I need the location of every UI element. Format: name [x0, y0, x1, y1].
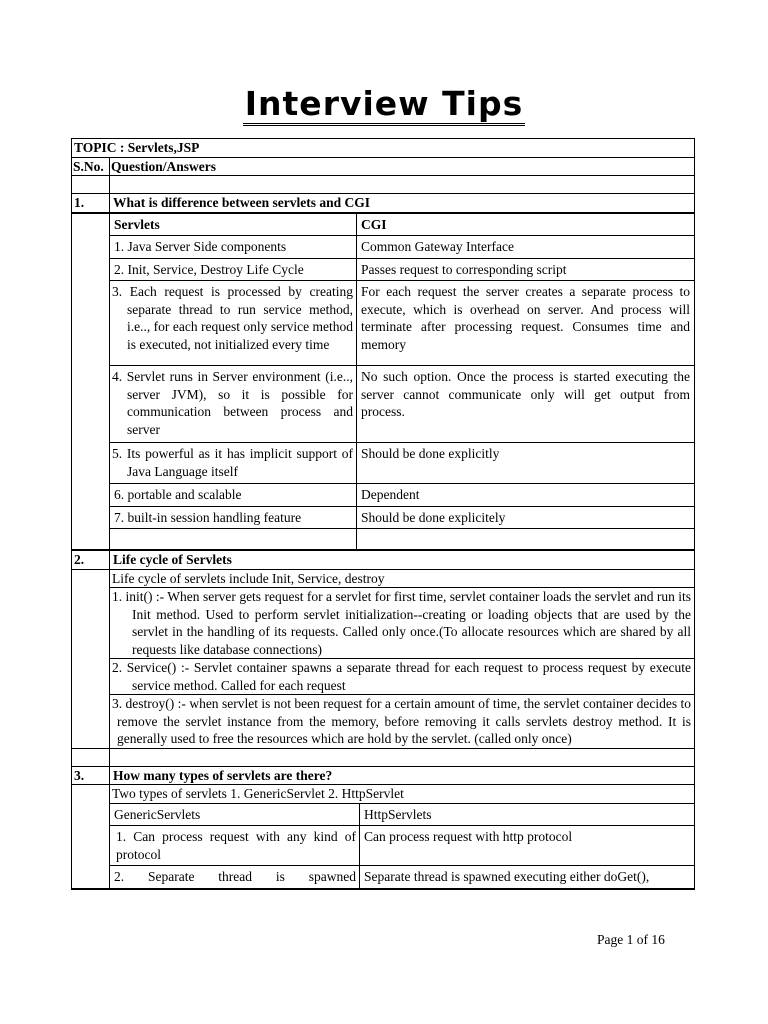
- servlet-cell: 7. built-in session handling feature: [110, 507, 357, 529]
- types-row: [110, 865, 694, 888]
- question-number: 2.: [72, 551, 110, 569]
- comparison-row: [110, 442, 694, 483]
- topic-label: TOPIC : Servlets,JSP: [72, 139, 695, 157]
- servlet-cell: 6. portable and scalable: [110, 484, 357, 506]
- cgi-cell: Dependent: [361, 487, 420, 502]
- header-row: [72, 158, 695, 177]
- col-http: HttpServlets: [364, 806, 432, 822]
- col-servlets: Servlets: [110, 214, 357, 236]
- spacer-row: [72, 749, 695, 767]
- lifecycle-point: 1. init() :- When server gets request for a servlet for first time, servlet container loads the servlet and run its Init method. Used to perform servlet initialization--creating or loading objects that are used by the servlet in the handling of its requests. Called only once.(To allocate resources which are shared by all requests like database connections): [110, 587, 694, 658]
- answer-intro: Life cycle of servlets include Init, Service, destroy: [112, 570, 385, 586]
- lifecycle-point: 3. destroy() :- when servlet is not been request for a certain amount of time, the servlet container decides to remove the servlet instance from the memory, before removing it calls servlets destroy method. It is generally used to free the resources which are hold by the servlet. (called only once): [110, 694, 694, 748]
- question-row-3: [72, 767, 695, 786]
- answer-block-3: [72, 785, 695, 890]
- http-cell: Can process request with http protocol: [364, 829, 573, 844]
- comparison-row: [110, 483, 694, 506]
- page-title: Interview Tips: [0, 84, 768, 126]
- question-text: Life cycle of Servlets: [110, 551, 695, 569]
- comparison-row: [110, 235, 694, 258]
- number-cell: [72, 214, 110, 550]
- qa-header: Question/Answers: [110, 158, 695, 176]
- cgi-cell: Should be done explicitly: [361, 446, 500, 461]
- question-row-2: [72, 550, 695, 570]
- sno-header: S.No.: [72, 158, 110, 176]
- types-answer: [110, 785, 695, 888]
- question-number: 1.: [72, 194, 110, 212]
- generic-cell: 2. Separate thread is spawned: [110, 866, 360, 888]
- col-cgi: CGI: [361, 216, 387, 232]
- page-number: Page 1 of 16: [597, 932, 665, 947]
- servlet-cell: 2. Init, Service, Destroy Life Cycle: [110, 259, 357, 281]
- cgi-cell: For each request the server creates a separate process to execute, which is overhead on server. And process will terminate after processing request. Consumes time and memory: [361, 284, 690, 352]
- spacer-cell: [72, 176, 110, 193]
- spacer-cell: [110, 176, 695, 193]
- spacer-row: [72, 176, 695, 194]
- comparison-header: [110, 214, 694, 236]
- comparison-table: [110, 214, 695, 550]
- lifecycle-answer: [110, 570, 695, 748]
- empty-cell: [357, 529, 694, 549]
- cgi-cell: Common Gateway Interface: [361, 239, 514, 254]
- comparison-row-empty: [110, 528, 694, 549]
- servlet-cell: 4. Servlet runs in Server environment (i.e.., server JVM), so it is possible for communication between process and server: [110, 366, 357, 442]
- question-text: How many types of servlets are there?: [110, 767, 695, 785]
- comparison-row: [110, 280, 694, 365]
- answer-intro: Two types of servlets 1. GenericServlet 2. HttpServlet: [112, 786, 404, 801]
- cgi-cell: No such option. Once the process is started executing the server cannot communicate only will get output from process.: [361, 369, 690, 419]
- number-cell: [72, 570, 110, 748]
- answer-block-2: [72, 570, 695, 749]
- lifecycle-point: 2. Service() :- Servlet container spawns a separate thread for each request to process request by execute service method. Called for each request: [110, 658, 694, 694]
- question-text: What is difference between servlets and CGI: [110, 194, 695, 212]
- spacer-cell: [110, 749, 695, 766]
- comparison-row: [110, 258, 694, 281]
- spacer-cell: [72, 749, 110, 766]
- comparison-row: [110, 506, 694, 529]
- question-row-1: [72, 194, 695, 214]
- question-number: 3.: [72, 767, 110, 785]
- answer-block-1: [72, 214, 695, 551]
- empty-cell: [110, 529, 357, 549]
- servlet-cell: 1. Java Server Side components: [110, 236, 357, 258]
- generic-cell: 1. Can process request with any kind of protocol: [110, 826, 360, 865]
- types-header: [110, 803, 694, 826]
- http-cell: Separate thread is spawned executing either doGet(),: [364, 869, 650, 884]
- number-cell: [72, 785, 110, 888]
- qa-table: [71, 138, 695, 890]
- servlet-cell: 3. Each request is processed by creating separate thread to run service method, i.e.., for each request only service method is executed, not initialized every time: [110, 281, 357, 365]
- topic-row: [72, 139, 695, 158]
- servlet-cell: 5. Its powerful as it has implicit support of Java Language itself: [110, 443, 357, 483]
- types-row: [110, 825, 694, 865]
- cgi-cell: Passes request to corresponding script: [361, 261, 567, 277]
- col-generic: GenericServlets: [110, 804, 360, 826]
- cgi-cell: Should be done explicitely: [361, 509, 506, 525]
- comparison-row: [110, 365, 694, 442]
